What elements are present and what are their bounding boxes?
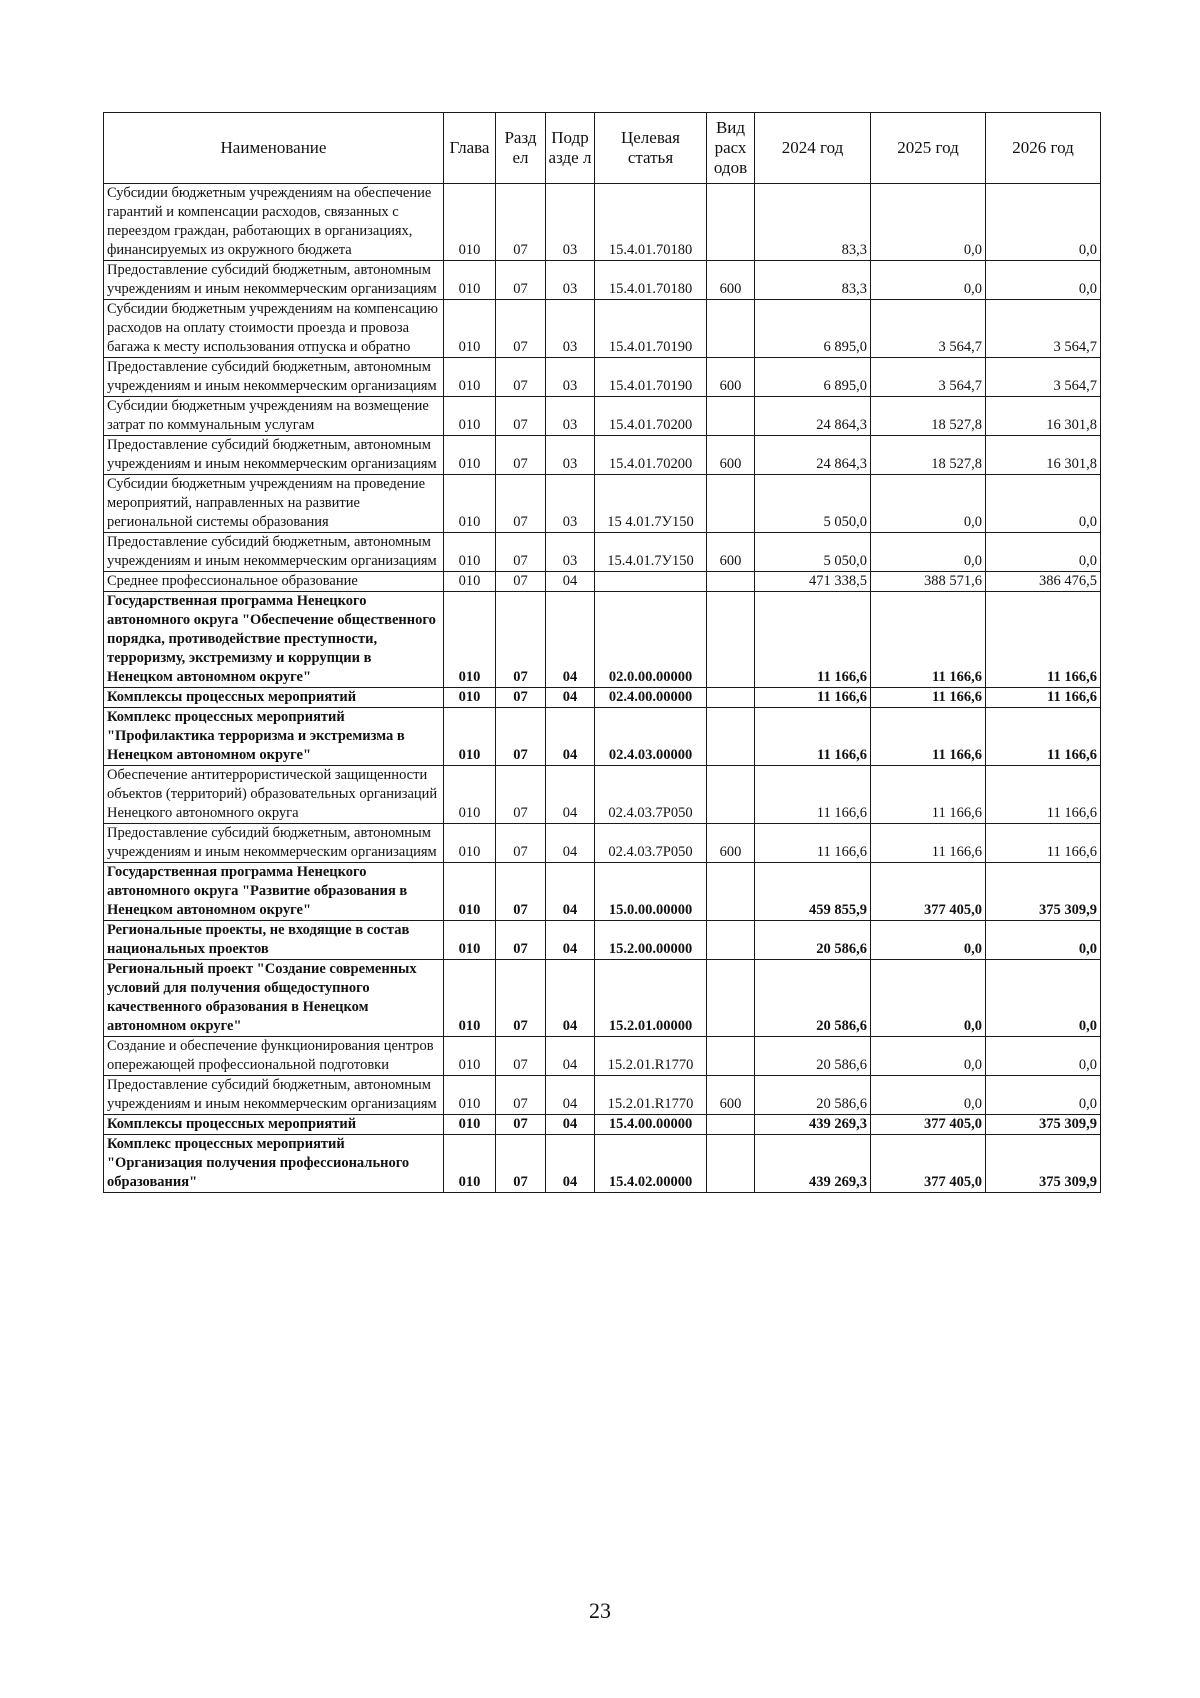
cell-podrazdel: 04 (546, 1135, 595, 1193)
cell-y2026: 16 301,8 (986, 436, 1101, 475)
cell-y2024: 439 269,3 (755, 1135, 871, 1193)
cell-name: Создание и обеспечение функционирования центров опережающей профессиональной подготовки (104, 1037, 444, 1076)
cell-razdel: 07 (496, 436, 546, 475)
cell-csr: 15.4.01.70190 (595, 358, 707, 397)
header-glava: Глава (444, 113, 496, 184)
cell-vr (707, 1135, 755, 1193)
cell-vr (707, 592, 755, 688)
cell-csr: 02.0.00.00000 (595, 592, 707, 688)
header-name: Наименование (104, 113, 444, 184)
cell-vr (707, 688, 755, 708)
cell-name: Комплексы процессных мероприятий (104, 1115, 444, 1135)
cell-y2026: 11 166,6 (986, 766, 1101, 824)
table-row (104, 863, 1101, 921)
cell-csr: 02.4.03.00000 (595, 708, 707, 766)
table-row (104, 397, 1101, 436)
header-row (104, 113, 1101, 184)
cell-y2024: 11 166,6 (755, 592, 871, 688)
cell-vr: 600 (707, 824, 755, 863)
table-row (104, 824, 1101, 863)
cell-name: Предоставление субсидий бюджетным, автономным учреждениям и иным некоммерческим организациям (104, 358, 444, 397)
cell-y2026: 0,0 (986, 960, 1101, 1037)
cell-y2025: 0,0 (871, 921, 986, 960)
cell-glava: 010 (444, 708, 496, 766)
table-row (104, 436, 1101, 475)
cell-vr: 600 (707, 436, 755, 475)
cell-y2025: 377 405,0 (871, 863, 986, 921)
cell-glava: 010 (444, 863, 496, 921)
cell-glava: 010 (444, 397, 496, 436)
cell-podrazdel: 03 (546, 300, 595, 358)
cell-glava: 010 (444, 358, 496, 397)
cell-y2026: 11 166,6 (986, 592, 1101, 688)
cell-csr: 02.4.03.7Р050 (595, 824, 707, 863)
cell-glava: 010 (444, 184, 496, 261)
table-row (104, 261, 1101, 300)
cell-csr: 15.4.01.7У150 (595, 533, 707, 572)
cell-razdel: 07 (496, 1135, 546, 1193)
header-2025: 2025 год (871, 113, 986, 184)
cell-y2026: 11 166,6 (986, 708, 1101, 766)
cell-csr: 15.4.01.70180 (595, 261, 707, 300)
cell-name: Обеспечение антитеррористической защищенности объектов (территорий) образовательных организаций Ненецкого автономного округа (104, 766, 444, 824)
cell-y2025: 11 166,6 (871, 766, 986, 824)
cell-razdel: 07 (496, 960, 546, 1037)
cell-vr: 600 (707, 261, 755, 300)
cell-vr (707, 1115, 755, 1135)
cell-vr (707, 708, 755, 766)
cell-y2025: 11 166,6 (871, 688, 986, 708)
cell-glava: 010 (444, 921, 496, 960)
cell-csr: 02.4.03.7Р050 (595, 766, 707, 824)
cell-y2026: 11 166,6 (986, 824, 1101, 863)
cell-name: Субсидии бюджетным учреждениям на компенсацию расходов на оплату стоимости проезда и провоза багажа к месту использования отпуска и обратно (104, 300, 444, 358)
cell-csr (595, 572, 707, 592)
cell-y2024: 6 895,0 (755, 358, 871, 397)
cell-razdel: 07 (496, 1115, 546, 1135)
cell-vr: 600 (707, 1076, 755, 1115)
cell-podrazdel: 04 (546, 960, 595, 1037)
header-target-article: Целевая статья (595, 113, 707, 184)
cell-y2025: 18 527,8 (871, 436, 986, 475)
cell-vr (707, 184, 755, 261)
cell-glava: 010 (444, 1076, 496, 1115)
cell-name: Региональный проект "Создание современных условий для получения общедоступного качественного образования в Ненецком автономном округе" (104, 960, 444, 1037)
table-row (104, 533, 1101, 572)
cell-y2025: 377 405,0 (871, 1115, 986, 1135)
cell-vr (707, 766, 755, 824)
cell-razdel: 07 (496, 766, 546, 824)
cell-razdel: 07 (496, 358, 546, 397)
cell-name: Комплекс процессных мероприятий "Организация получения профессионального образования" (104, 1135, 444, 1193)
cell-y2024: 11 166,6 (755, 766, 871, 824)
cell-glava: 010 (444, 475, 496, 533)
cell-podrazdel: 03 (546, 533, 595, 572)
table-row (104, 1115, 1101, 1135)
cell-csr: 15.4.01.70190 (595, 300, 707, 358)
header-2026: 2026 год (986, 113, 1101, 184)
cell-name: Субсидии бюджетным учреждениям на возмещение затрат по коммунальным услугам (104, 397, 444, 436)
cell-glava: 010 (444, 436, 496, 475)
cell-y2026: 0,0 (986, 921, 1101, 960)
cell-name: Среднее профессиональное образование (104, 572, 444, 592)
cell-y2024: 24 864,3 (755, 436, 871, 475)
cell-y2026: 0,0 (986, 533, 1101, 572)
cell-glava: 010 (444, 1135, 496, 1193)
cell-y2025: 0,0 (871, 184, 986, 261)
cell-razdel: 07 (496, 1076, 546, 1115)
cell-glava: 010 (444, 688, 496, 708)
cell-podrazdel: 04 (546, 766, 595, 824)
cell-name: Предоставление субсидий бюджетным, автономным учреждениям и иным некоммерческим организациям (104, 1076, 444, 1115)
budget-table (103, 112, 1101, 1193)
cell-podrazdel: 03 (546, 261, 595, 300)
table-row (104, 592, 1101, 688)
cell-podrazdel: 04 (546, 1115, 595, 1135)
table-row (104, 766, 1101, 824)
table-row (104, 1037, 1101, 1076)
cell-glava: 010 (444, 1037, 496, 1076)
table-row (104, 960, 1101, 1037)
cell-podrazdel: 04 (546, 1076, 595, 1115)
header-2024: 2024 год (755, 113, 871, 184)
cell-csr: 02.4.00.00000 (595, 688, 707, 708)
cell-name: Государственная программа Ненецкого автономного округа "Развитие образования в Ненецком автономном округе" (104, 863, 444, 921)
cell-podrazdel: 04 (546, 824, 595, 863)
table-row (104, 475, 1101, 533)
cell-name: Предоставление субсидий бюджетным, автономным учреждениям и иным некоммерческим организациям (104, 824, 444, 863)
cell-glava: 010 (444, 960, 496, 1037)
cell-csr: 15.4.01.70180 (595, 184, 707, 261)
cell-glava: 010 (444, 766, 496, 824)
cell-y2025: 0,0 (871, 533, 986, 572)
cell-y2024: 6 895,0 (755, 300, 871, 358)
cell-name: Государственная программа Ненецкого автономного округа "Обеспечение общественного порядка, противодействие преступности, терроризму, экстремизму и коррупции в Ненецком автономном округе" (104, 592, 444, 688)
cell-y2026: 11 166,6 (986, 688, 1101, 708)
cell-name: Предоставление субсидий бюджетным, автономным учреждениям и иным некоммерческим организациям (104, 533, 444, 572)
cell-name: Региональные проекты, не входящие в состав национальных проектов (104, 921, 444, 960)
cell-razdel: 07 (496, 921, 546, 960)
cell-y2025: 0,0 (871, 1076, 986, 1115)
header-expense-type: Вид расх одов (707, 113, 755, 184)
cell-y2024: 459 855,9 (755, 863, 871, 921)
cell-glava: 010 (444, 533, 496, 572)
cell-y2024: 24 864,3 (755, 397, 871, 436)
cell-csr: 15.2.01.00000 (595, 960, 707, 1037)
table-row (104, 1076, 1101, 1115)
cell-csr: 15.4.00.00000 (595, 1115, 707, 1135)
cell-y2026: 375 309,9 (986, 863, 1101, 921)
cell-y2026: 0,0 (986, 184, 1101, 261)
cell-y2025: 11 166,6 (871, 824, 986, 863)
cell-razdel: 07 (496, 688, 546, 708)
cell-razdel: 07 (496, 863, 546, 921)
cell-csr: 15.2.00.00000 (595, 921, 707, 960)
cell-razdel: 07 (496, 397, 546, 436)
cell-name: Комплексы процессных мероприятий (104, 688, 444, 708)
cell-vr (707, 960, 755, 1037)
cell-razdel: 07 (496, 592, 546, 688)
cell-y2026: 375 309,9 (986, 1135, 1101, 1193)
cell-glava: 010 (444, 300, 496, 358)
cell-vr: 600 (707, 533, 755, 572)
cell-y2025: 11 166,6 (871, 592, 986, 688)
table-row (104, 300, 1101, 358)
cell-y2026: 3 564,7 (986, 358, 1101, 397)
cell-y2024: 5 050,0 (755, 533, 871, 572)
cell-csr: 15.4.01.70200 (595, 397, 707, 436)
cell-y2025: 11 166,6 (871, 708, 986, 766)
cell-glava: 010 (444, 824, 496, 863)
cell-y2024: 83,3 (755, 261, 871, 300)
table-row (104, 572, 1101, 592)
header-razdel: Разд ел (496, 113, 546, 184)
cell-y2024: 20 586,6 (755, 1076, 871, 1115)
cell-csr: 15.4.02.00000 (595, 1135, 707, 1193)
cell-razdel: 07 (496, 533, 546, 572)
table-body (104, 184, 1101, 1193)
cell-name: Предоставление субсидий бюджетным, автономным учреждениям и иным некоммерческим организациям (104, 436, 444, 475)
table-row (104, 358, 1101, 397)
cell-vr (707, 397, 755, 436)
cell-razdel: 07 (496, 261, 546, 300)
table-row (104, 708, 1101, 766)
cell-y2024: 11 166,6 (755, 688, 871, 708)
cell-razdel: 07 (496, 475, 546, 533)
cell-name: Субсидии бюджетным учреждениям на проведение мероприятий, направленных на развитие региональной системы образования (104, 475, 444, 533)
cell-name: Предоставление субсидий бюджетным, автономным учреждениям и иным некоммерческим организациям (104, 261, 444, 300)
cell-y2025: 377 405,0 (871, 1135, 986, 1193)
cell-razdel: 07 (496, 572, 546, 592)
cell-podrazdel: 04 (546, 592, 595, 688)
cell-y2025: 0,0 (871, 960, 986, 1037)
cell-name: Субсидии бюджетным учреждениям на обеспечение гарантий и компенсации расходов, связанных с переездом граждан, работающих в организациях, финансируемых из окружного бюджета (104, 184, 444, 261)
cell-podrazdel: 04 (546, 572, 595, 592)
cell-glava: 010 (444, 572, 496, 592)
cell-podrazdel: 03 (546, 397, 595, 436)
cell-y2026: 0,0 (986, 1076, 1101, 1115)
cell-csr: 15.4.01.70200 (595, 436, 707, 475)
cell-y2025: 3 564,7 (871, 300, 986, 358)
cell-y2025: 0,0 (871, 475, 986, 533)
cell-y2026: 0,0 (986, 475, 1101, 533)
cell-y2026: 386 476,5 (986, 572, 1101, 592)
cell-y2024: 20 586,6 (755, 960, 871, 1037)
cell-podrazdel: 04 (546, 921, 595, 960)
cell-name: Комплекс процессных мероприятий "Профилактика терроризма и экстремизма в Ненецком автономном округе" (104, 708, 444, 766)
cell-y2025: 3 564,7 (871, 358, 986, 397)
cell-y2024: 83,3 (755, 184, 871, 261)
cell-y2026: 375 309,9 (986, 1115, 1101, 1135)
page-number: 23 (589, 1598, 611, 1623)
cell-y2024: 20 586,6 (755, 921, 871, 960)
cell-podrazdel: 04 (546, 688, 595, 708)
cell-podrazdel: 03 (546, 436, 595, 475)
cell-csr: 15.2.01.R1770 (595, 1037, 707, 1076)
cell-y2024: 11 166,6 (755, 708, 871, 766)
cell-y2026: 0,0 (986, 261, 1101, 300)
cell-y2025: 388 571,6 (871, 572, 986, 592)
cell-podrazdel: 03 (546, 184, 595, 261)
cell-glava: 010 (444, 261, 496, 300)
cell-y2026: 0,0 (986, 1037, 1101, 1076)
cell-razdel: 07 (496, 1037, 546, 1076)
cell-y2026: 16 301,8 (986, 397, 1101, 436)
cell-podrazdel: 03 (546, 358, 595, 397)
cell-podrazdel: 03 (546, 475, 595, 533)
cell-podrazdel: 04 (546, 1037, 595, 1076)
table-row (104, 1135, 1101, 1193)
cell-glava: 010 (444, 592, 496, 688)
cell-vr (707, 300, 755, 358)
cell-vr (707, 572, 755, 592)
table-row (104, 921, 1101, 960)
cell-csr: 15 4.01.7У150 (595, 475, 707, 533)
cell-y2024: 20 586,6 (755, 1037, 871, 1076)
cell-y2025: 18 527,8 (871, 397, 986, 436)
cell-glava: 010 (444, 1115, 496, 1135)
cell-y2026: 3 564,7 (986, 300, 1101, 358)
cell-vr (707, 1037, 755, 1076)
cell-y2025: 0,0 (871, 261, 986, 300)
cell-vr (707, 921, 755, 960)
cell-y2025: 0,0 (871, 1037, 986, 1076)
cell-razdel: 07 (496, 708, 546, 766)
cell-y2024: 5 050,0 (755, 475, 871, 533)
cell-podrazdel: 04 (546, 863, 595, 921)
header-podrazdel: Подр азде л (546, 113, 595, 184)
table-row (104, 688, 1101, 708)
cell-csr: 15.2.01.R1770 (595, 1076, 707, 1115)
cell-razdel: 07 (496, 824, 546, 863)
cell-y2024: 11 166,6 (755, 824, 871, 863)
table-row (104, 184, 1101, 261)
cell-razdel: 07 (496, 184, 546, 261)
cell-vr: 600 (707, 358, 755, 397)
cell-podrazdel: 04 (546, 708, 595, 766)
cell-y2024: 471 338,5 (755, 572, 871, 592)
cell-y2024: 439 269,3 (755, 1115, 871, 1135)
cell-csr: 15.0.00.00000 (595, 863, 707, 921)
cell-vr (707, 863, 755, 921)
cell-razdel: 07 (496, 300, 546, 358)
cell-vr (707, 475, 755, 533)
